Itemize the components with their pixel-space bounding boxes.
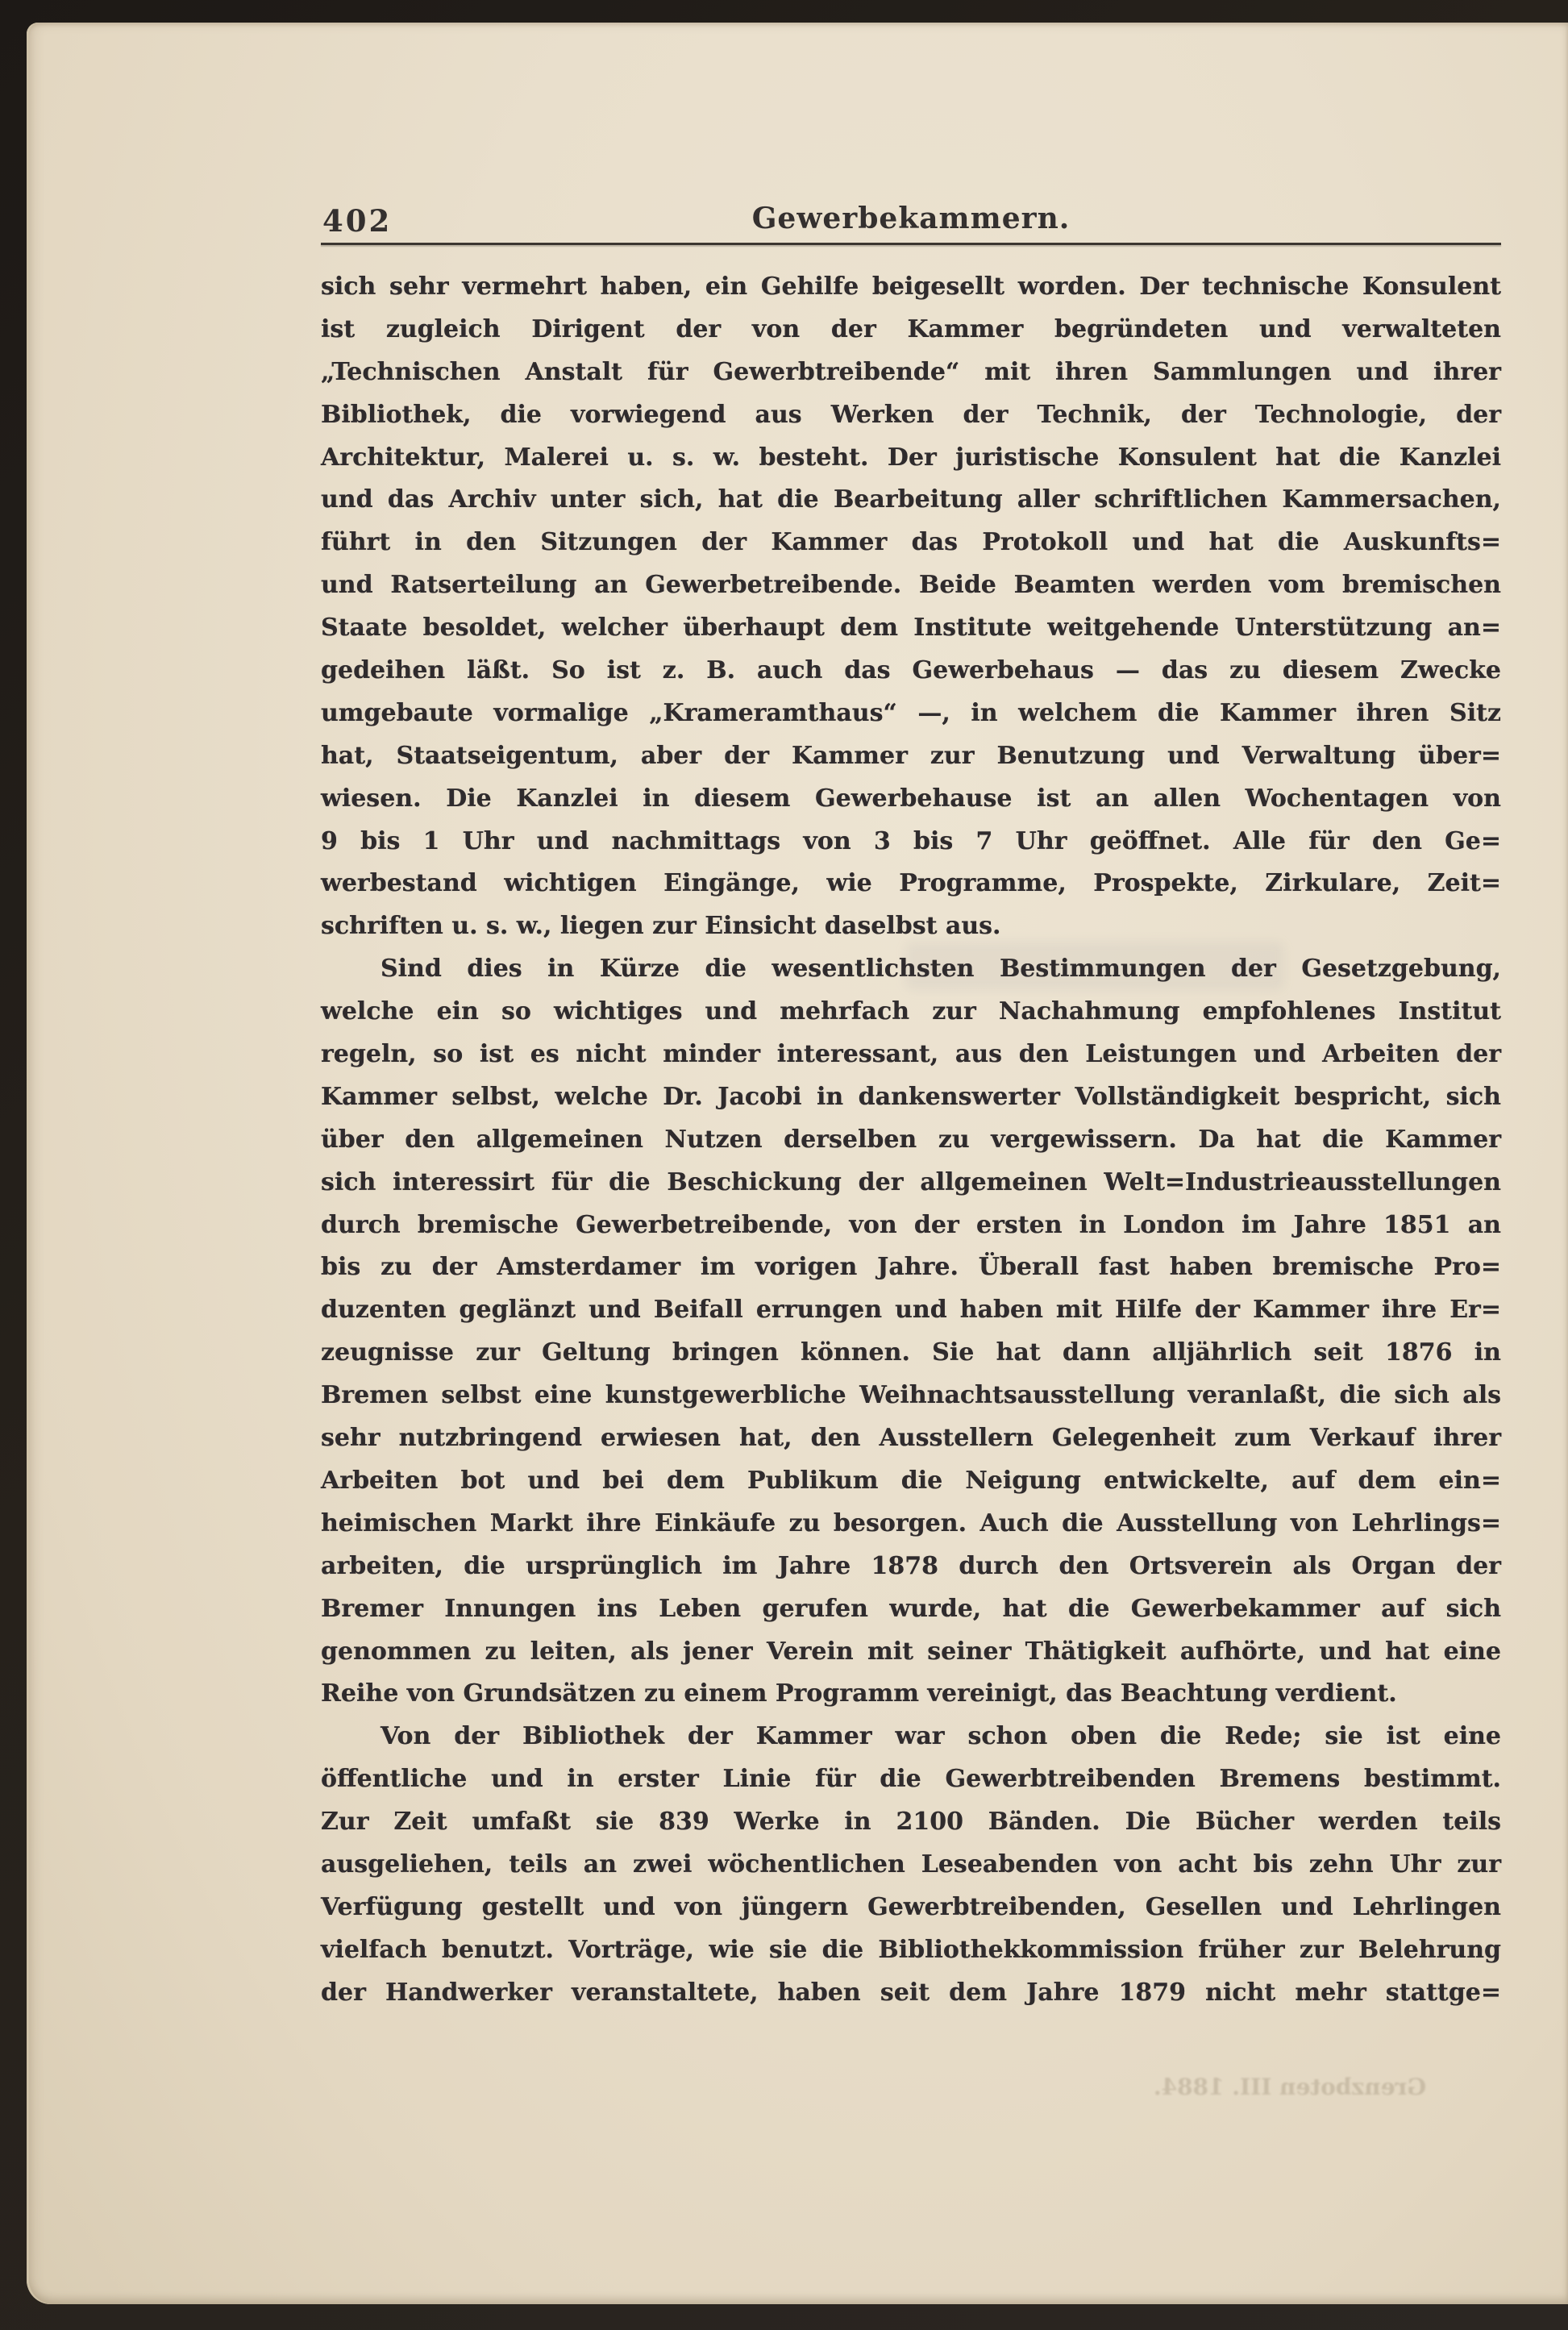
text-line: Arbeiten bot und bei dem Publikum die Neigung entwickelte, auf dem ein=: [321, 1466, 1501, 1495]
text-block: [321, 266, 1501, 2015]
text-line: führt in den Sitzungen der Kammer das Protokoll und hat die Auskunfts=: [321, 528, 1501, 557]
text-line: umgebaute vormalige „Krameramthaus“ —, in welchem die Kammer ihren Sitz: [321, 698, 1501, 727]
text-line: gedeihen läßt. So ist z. B. auch das Gewerbehaus — das zu diesem Zwecke: [321, 656, 1501, 685]
text-line: Kammer selbst, welche Dr. Jacobi in dankenswerter Vollständigkeit bespricht, sich: [321, 1082, 1501, 1111]
page-number: 402: [322, 203, 393, 239]
text-line: Bremen selbst eine kunstgewerbliche Weihnachtsausstellung veranlaßt, die sich als: [321, 1381, 1501, 1410]
text-line: zeugnisse zur Geltung bringen können. Sie hat dann alljährlich seit 1876 in: [321, 1338, 1501, 1367]
text-line: duzenten geglänzt und Beifall errungen und haben mit Hilfe der Kammer ihre Er=: [321, 1296, 1501, 1325]
text-line: Von der Bibliothek der Kammer war schon oben die Rede; sie ist eine: [381, 1722, 1501, 1751]
text-line: sich sehr vermehrt haben, ein Gehilfe beigesellt worden. Der technische Konsulent: [321, 273, 1501, 301]
running-head: Gewerbekammern.: [751, 202, 1071, 235]
text-line: „Technischen Anstalt für Gewerbtreibende“ mit ihren Sammlungen und ihrer: [321, 357, 1501, 386]
text-line: sich interessirt für die Beschickung der allgemeinen Welt=Industrieausstellungen: [321, 1167, 1501, 1196]
text-line: öffentliche und in erster Linie für die Gewerbtreibenden Bremens bestimmt.: [321, 1765, 1501, 1794]
text-line: schriften u. s. w., liegen zur Einsicht daselbst aus.: [321, 912, 1001, 941]
text-line: Zur Zeit umfaßt sie 839 Werke in 2100 Bänden. Die Bücher werden teils: [321, 1808, 1501, 1837]
show-through-ghost-text: Grenzboten III. 1884.: [1153, 2074, 1427, 2100]
text-line: hat, Staatseigentum, aber der Kammer zur Benutzung und Verwaltung über=: [321, 741, 1501, 770]
text-line: Sind dies in Kürze die wesentlichsten Bestimmungen der Gesetzgebung,: [381, 955, 1501, 984]
text-line: der Handwerker veranstaltete, haben seit dem Jahre 1879 nicht mehr stattge=: [321, 1978, 1501, 2007]
text-line: sehr nutzbringend erwiesen hat, den Ausstellern Gelegenheit zum Verkauf ihrer: [321, 1424, 1501, 1453]
text-line: bis zu der Amsterdamer im vorigen Jahre. Überall fast haben bremische Pro=: [321, 1253, 1501, 1282]
text-line: vielfach benutzt. Vorträge, wie sie die Bibliothekkommission früher zur Belehrung: [321, 1935, 1501, 1964]
text-line: wiesen. Die Kanzlei in diesem Gewerbehause ist an allen Wochentagen von: [321, 784, 1501, 813]
text-line: Staate besoldet, welcher überhaupt dem Institute weitgehende Unterstützung an=: [321, 614, 1501, 643]
text-line: 9 bis 1 Uhr und nachmittags von 3 bis 7 Uhr geöffnet. Alle für den Ge=: [321, 826, 1501, 855]
text-line: durch bremische Gewerbetreibende, von der ersten in London im Jahre 1851 an: [321, 1210, 1501, 1239]
text-line: welche ein so wichtiges und mehrfach zur Nachahmung empfohlenes Institut: [321, 997, 1501, 1026]
text-line: und Ratserteilung an Gewerbetreibende. Beide Beamten werden vom bremischen: [321, 571, 1501, 600]
text-line: arbeiten, die ursprünglich im Jahre 1878 durch den Ortsverein als Organ der: [321, 1551, 1501, 1580]
text-line: ist zugleich Dirigent der von der Kammer begründeten und verwalteten: [321, 314, 1501, 343]
text-line: über den allgemeinen Nutzen derselben zu vergewissern. Da hat die Kammer: [321, 1125, 1501, 1154]
text-line: Architektur, Malerei u. s. w. besteht. Der juristische Konsulent hat die Kanzlei: [321, 443, 1501, 472]
text-line: heimischen Markt ihre Einkäufe zu besorgen. Auch die Ausstellung von Lehrlings=: [321, 1508, 1501, 1537]
text-line: ausgeliehen, teils an zwei wöchentlichen Leseabenden von acht bis zehn Uhr zur: [321, 1849, 1501, 1879]
text-line: Bibliothek, die vorwiegend aus Werken der Technik, der Technologie, der: [321, 400, 1501, 429]
text-line: werbestand wichtigen Eingänge, wie Programme, Prospekte, Zirkulare, Zeit=: [321, 869, 1501, 898]
text-line: Reihe von Grundsätzen zu einem Programm vereinigt, das Beachtung verdient.: [321, 1679, 1397, 1708]
text-line: genommen zu leiten, als jener Verein mit seiner Thätigkeit aufhörte, und hat eine: [321, 1637, 1501, 1666]
text-line: Bremer Innungen ins Leben gerufen wurde, hat die Gewerbekammer auf sich: [321, 1594, 1501, 1623]
text-line: regeln, so ist es nicht minder interessant, aus den Leistungen und Arbeiten der: [321, 1040, 1501, 1069]
text-line: Verfügung gestellt und von jüngern Gewerbtreibenden, Gesellen und Lehrlingen: [321, 1892, 1501, 1921]
header-rule: [321, 243, 1501, 245]
text-line: und das Archiv unter sich, hat die Bearbeitung aller schriftlichen Kammersachen,: [321, 485, 1501, 514]
